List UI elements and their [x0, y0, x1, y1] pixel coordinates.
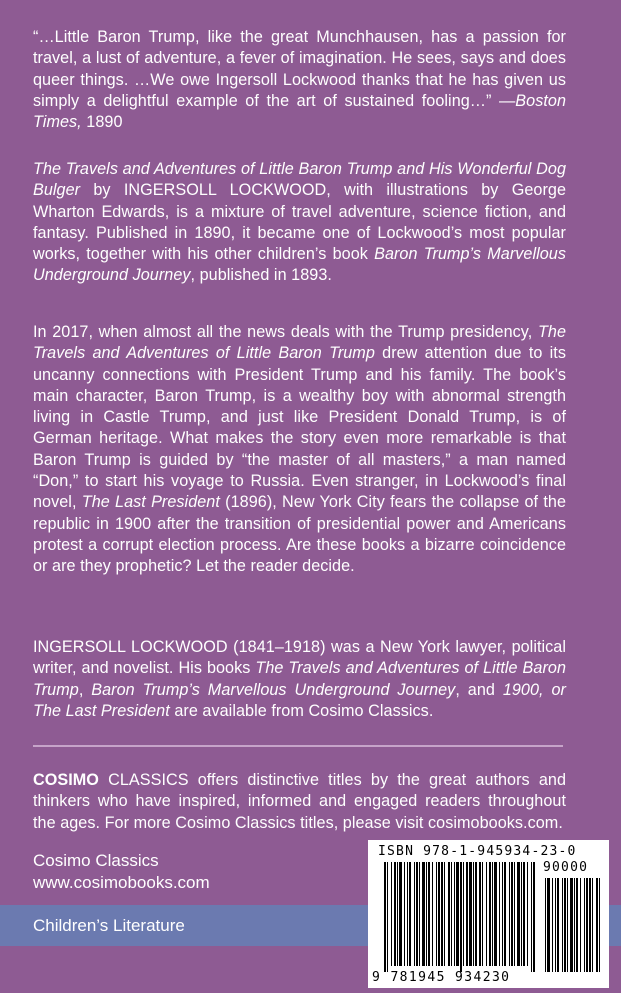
- addon-bar: [599, 878, 600, 972]
- other-book-title: Baron Trump’s Marvellous Underground Journey: [33, 245, 567, 285]
- context-text: In 2017, when almost all the news deals with the Trump presidency,: [33, 323, 538, 341]
- barcode-bar: [407, 862, 408, 966]
- barcode-bar: [416, 862, 418, 966]
- publisher-info: [33, 850, 210, 894]
- barcode-bar: [460, 862, 462, 972]
- barcode-bar: [502, 862, 503, 966]
- barcode-bar: [454, 862, 455, 966]
- barcode-bar: [486, 862, 487, 966]
- barcode-bar: [463, 862, 464, 966]
- addon-bar: [580, 878, 581, 972]
- barcode-bar: [489, 862, 491, 966]
- context-book-title: The Travels and Adventures of Little Baron Trump: [33, 323, 566, 363]
- review-quote: [33, 27, 566, 133]
- bio-book-1: The Travels and Adventures of Little Baron Trump: [33, 659, 566, 699]
- addon-bar: [576, 878, 578, 972]
- cosimo-brand: COSIMO: [33, 771, 99, 789]
- addon-bar: [552, 878, 553, 972]
- bio-separator: ,: [78, 680, 92, 699]
- barcode-bar: [387, 862, 388, 972]
- addon-bar: [570, 878, 573, 972]
- isbn-label: ISBN 978-1-945934-23-0: [378, 844, 577, 859]
- context-paragraph: [33, 322, 566, 578]
- barcode-bar: [482, 862, 483, 966]
- author-name: INGERSOLL LOCKWOOD: [123, 181, 327, 200]
- barcode-bar: [384, 862, 386, 972]
- author-bio: [33, 637, 566, 722]
- barcode-bar: [426, 862, 427, 966]
- addon-bar: [567, 878, 568, 972]
- barcode-bar: [527, 862, 528, 966]
- barcode-bar: [409, 862, 411, 966]
- isbn-barcode: [368, 840, 609, 988]
- publisher-blurb: [33, 770, 566, 834]
- barcode-bar: [533, 862, 535, 972]
- bio-text: (1841–1918) was a New York lawyer, political writer, and novelist. His books: [33, 638, 567, 678]
- description-text: , with illustrations by George Wharton Edwards, is a mixture of travel adventure, science fiction, and fantasy. Published in 1890, it became one of Lockwood’s most popular works, together with his other children’s book: [33, 181, 566, 264]
- divider: [33, 745, 563, 747]
- barcode-bar: [456, 862, 459, 966]
- addon-bar: [547, 878, 550, 972]
- barcode-bar: [414, 862, 415, 966]
- isbn-digits: 9 781945 934230: [372, 970, 511, 985]
- barcode-bar: [404, 862, 405, 966]
- context-text-end: (1896), New York City fears the collapse of the republic in 1900 after the transition of presidential power and Americans protest a corrupt election process. Are these books a bizarre coincidence or are they prophetic? Let the reader decide.: [33, 493, 566, 576]
- bio-author-name: INGERSOLL LOCKWOOD: [33, 638, 228, 656]
- barcode-bar: [436, 862, 437, 966]
- barcode-bar: [432, 862, 433, 966]
- quote-source: Boston Times,: [33, 91, 566, 132]
- barcode-bar: [479, 862, 481, 966]
- barcode-bar: [428, 862, 430, 966]
- book-description: [33, 159, 566, 287]
- addon-bar: [592, 878, 593, 972]
- barcode-bar: [394, 862, 396, 966]
- publisher-website: www.cosimobooks.com: [33, 873, 210, 892]
- addon-bar: [596, 878, 598, 972]
- addon-bar: [557, 878, 559, 972]
- addon-bar: [586, 878, 588, 972]
- bio-separator-and: , and: [455, 680, 503, 699]
- barcode-bar: [469, 862, 472, 966]
- addon-bar: [555, 878, 556, 972]
- book-title: The Travels and Adventures of Little Baron Trump and His Wonderful Dog Bulger: [33, 160, 566, 200]
- quote-text: “…Little Baron Trump, like the great Munchhausen, has a passion for travel, a lust of adventure, a fever of imagination. He sees, says and does queer things. …We owe Ingersoll Lockwood thanks that he has given us simply a delightful example of the art of sustained fooling…” —: [33, 28, 566, 110]
- barcode-bar: [504, 862, 506, 966]
- barcode-bar: [475, 862, 477, 966]
- category-label: Children’s Literature: [33, 916, 185, 935]
- barcode-bar: [444, 862, 445, 966]
- addon-bar: [564, 878, 566, 972]
- barcode-bar: [473, 862, 474, 966]
- barcode-bar: [509, 862, 510, 966]
- addon-bar: [589, 878, 591, 972]
- barcode-bar: [451, 862, 452, 966]
- barcode-bar: [511, 862, 513, 966]
- addon-bar: [584, 878, 585, 972]
- description-text-end: , published in 1893.: [190, 266, 332, 285]
- barcode-bars: [368, 840, 609, 988]
- publisher-name: Cosimo Classics: [33, 851, 159, 870]
- barcode-bar: [499, 862, 500, 966]
- barcode-bar: [438, 862, 440, 966]
- barcode-bar: [531, 862, 532, 972]
- addon-bar: [562, 878, 563, 972]
- novel-title: The Last President: [81, 493, 220, 512]
- by-text: by: [80, 181, 124, 200]
- barcode-bar: [521, 862, 522, 966]
- addon-bar: [545, 878, 546, 972]
- context-text-middle: drew attention due to its uncanny connections with President Trump and his family. The book’s main character, Baron Trump, is a wealthy boy with abnormal strength living in Castle Trump, and just like President Donald Trump, is of German heritage. What makes the story even more remarkable is that Baron Trump is guided by “the master of all masters,” a man named “Don,” to start his voyage to Russia. Even stranger, in Lockwood’s final novel,: [33, 344, 566, 512]
- barcode-bar: [441, 862, 443, 966]
- bio-text-end: are available from Cosimo Classics.: [169, 701, 434, 720]
- barcode-bar: [466, 862, 468, 966]
- barcode-bar: [517, 862, 520, 966]
- quote-year: 1890: [81, 113, 123, 132]
- barcode-bar: [492, 862, 493, 966]
- barcode-bar: [514, 862, 515, 966]
- barcode-bar: [523, 862, 525, 966]
- cosimo-text: CLASSICS offers distinctive titles by the great authors and thinkers who have inspired, informed and engaged readers throughout the ages. For more Cosimo Classics titles, please visit cosimobooks.com.: [33, 771, 566, 832]
- price-code: 90000: [543, 860, 589, 875]
- barcode-bar: [399, 862, 402, 966]
- barcode-bar: [494, 862, 497, 966]
- bio-book-3: 1900, or The Last President: [33, 680, 566, 720]
- bio-book-2: Baron Trump’s Marvellous Underground Journey: [91, 680, 456, 699]
- barcode-bar: [422, 862, 425, 966]
- barcode-bar: [448, 862, 450, 966]
- barcode-bar: [391, 862, 392, 966]
- addon-bar: [574, 878, 575, 972]
- barcode-bar: [397, 862, 398, 966]
- barcode-bar: [419, 862, 420, 966]
